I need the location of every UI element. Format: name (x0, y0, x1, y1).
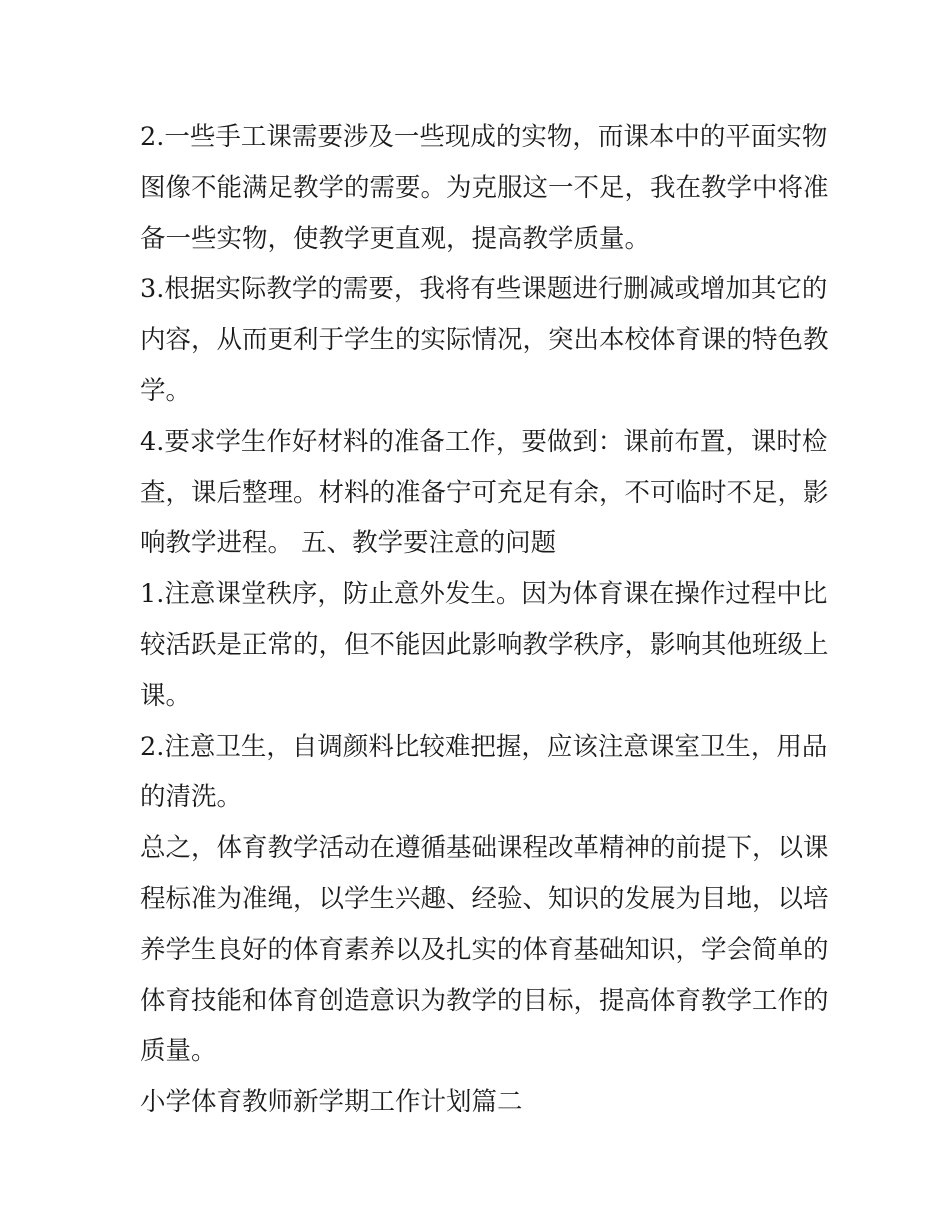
text-line: 4.要求学生作好材料的准备工作，要做到：课前布置，课时检 (140, 426, 828, 457)
text-line: 课。 (140, 680, 192, 711)
text-line: 3.根据实际教学的需要，我将有些课题进行删减或增加其它的 (140, 274, 828, 305)
text-line: 内容，从而更利于学生的实际情况，突出本校体育课的特色教 (140, 325, 829, 356)
text-line: 查，课后整理。材料的准备宁可充足有余，不可临时不足，影 (140, 477, 829, 508)
text-line: 养学生良好的体育素养以及扎实的体育基础知识，学会简单的 (140, 934, 829, 965)
paragraph (140, 417, 830, 569)
text-line: 1.注意课堂秩序，防止意外发生。因为体育课在操作过程中比 (140, 579, 828, 610)
document-page (140, 112, 830, 1128)
text-line: 学。 (140, 375, 192, 406)
text-line: 体育技能和体育创造意识为教学的目标，提高体育教学工作的 (140, 985, 829, 1016)
text-line: 较活跃是正常的，但不能因此影响教学秩序，影响其他班级上 (140, 629, 829, 660)
text-line: 程标准为准绳，以学生兴趣、经验、知识的发展为目地，以培 (140, 883, 829, 914)
paragraph (140, 823, 830, 1077)
paragraph (140, 722, 830, 824)
text-line: 总之，体育教学活动在遵循基础课程改革精神的前提下，以课 (140, 833, 829, 864)
paragraph (140, 569, 830, 721)
text-line: 2.一些手工课需要涉及一些现成的实物，而课本中的平面实物 (140, 122, 828, 152)
text-line: 小学体育教师新学期工作计划篇二 (140, 1087, 523, 1118)
text-line: 备一些实物，使教学更直观，提高教学质量。 (140, 223, 651, 254)
section-heading (140, 1077, 830, 1128)
text-line: 响教学进程。 五、教学要注意的问题 (140, 528, 557, 559)
paragraph (140, 264, 830, 416)
text-line: 2.注意卫生，自调颜料比较难把握，应该注意课室卫生，用品 (140, 731, 828, 762)
text-line: 的清洗。 (140, 782, 243, 813)
text-line: 质量。 (140, 1036, 217, 1067)
text-line: 图像不能满足教学的需要。为克服这一不足，我在教学中将准 (140, 172, 829, 203)
paragraph (140, 112, 830, 264)
